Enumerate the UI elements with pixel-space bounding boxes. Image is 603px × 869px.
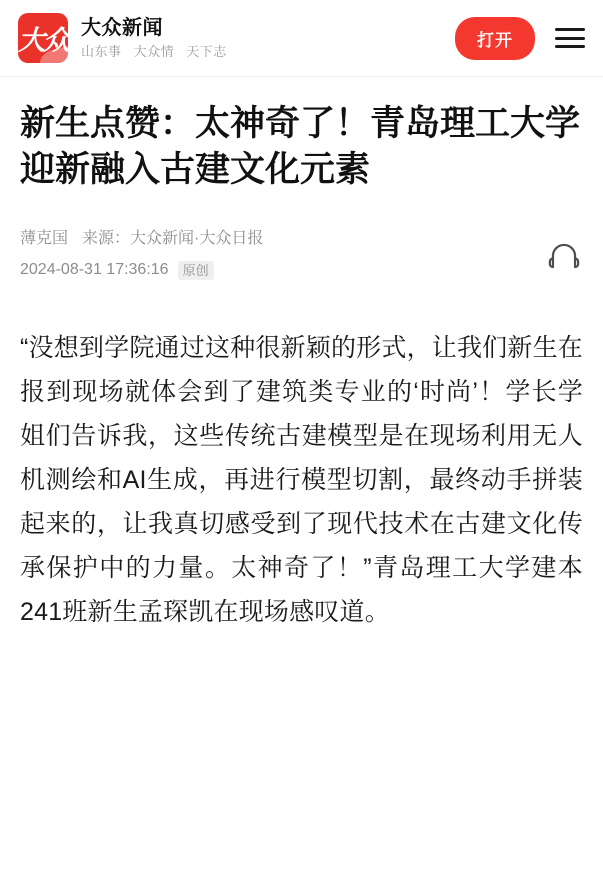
menu-bar-3 bbox=[555, 45, 585, 48]
open-app-button[interactable]: 打开 bbox=[455, 17, 535, 60]
meta-author-source bbox=[20, 227, 523, 251]
article-meta bbox=[20, 227, 583, 282]
article-author: 薄克国 bbox=[20, 230, 69, 248]
menu-bar-1 bbox=[555, 28, 585, 31]
menu-bar-2 bbox=[555, 37, 585, 40]
dazhong-logo-icon[interactable] bbox=[18, 13, 68, 63]
headphones-icon[interactable] bbox=[547, 239, 581, 273]
logo-text: 大众 bbox=[18, 25, 68, 57]
slogan-item-0: 山东事 bbox=[81, 43, 122, 59]
status-badge: 原创 bbox=[178, 261, 214, 281]
slogan-item-2: 天下志 bbox=[186, 43, 227, 59]
brand-name: 大众新闻 bbox=[81, 16, 163, 39]
brand-block bbox=[81, 16, 455, 60]
slogan-item-1: 大众情 bbox=[133, 43, 175, 59]
hamburger-menu-icon[interactable] bbox=[555, 25, 585, 51]
meta-time-row bbox=[20, 258, 523, 282]
article-paragraph: “没想到学院通过这种很新颖的形式，让我们新生在报到现场就体会到了建筑类专业的‘时尚’！学长学姐们告诉我，这些传统古建模型是在现场利用无人机测绘和AI生成，再进行模型切割，最终动手拼装起来的，让我真切感受到了现代技术在古建文化传承保护中的力量。太神奇了！”青岛理工大学建本241班新生孟琛凯在现场感叹道。 bbox=[20, 334, 583, 627]
page-title: 新生点赞：太神奇了！青岛理工大学迎新融入古建文化元素 bbox=[20, 104, 581, 190]
article-source: 大众新闻·大众日报 bbox=[130, 230, 264, 248]
article-body bbox=[20, 326, 583, 634]
brand-slogan bbox=[81, 44, 455, 60]
article-container bbox=[0, 77, 603, 634]
article-timestamp: 2024-08-31 17:36:16 bbox=[20, 261, 169, 279]
article-source-label: 来源： bbox=[82, 230, 131, 248]
app-header bbox=[0, 0, 603, 76]
